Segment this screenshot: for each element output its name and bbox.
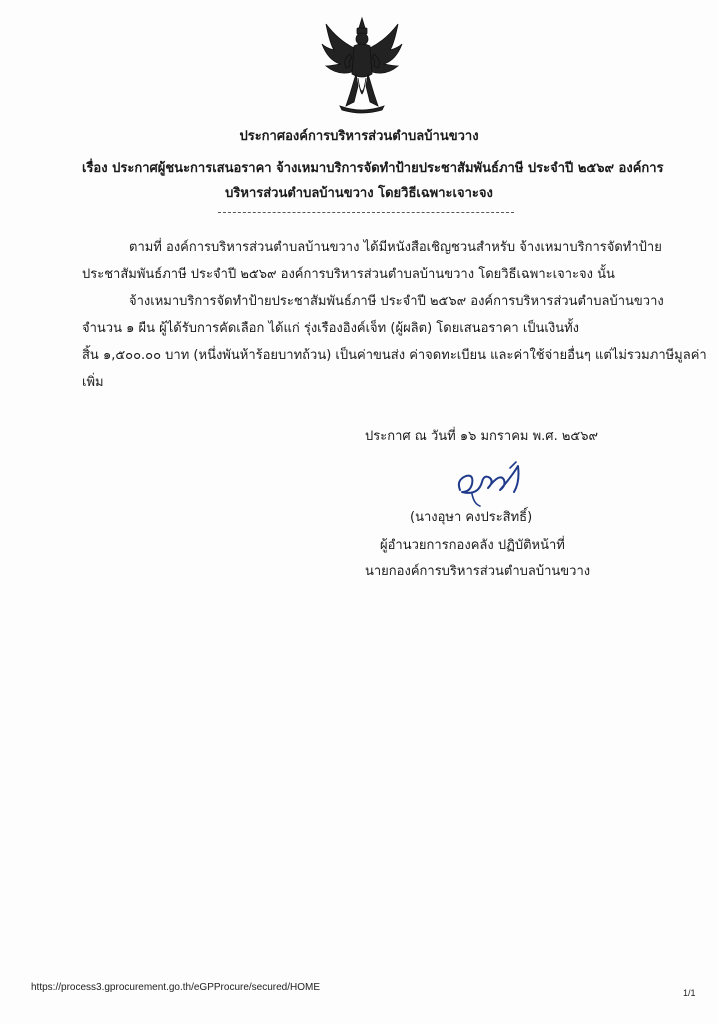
signatory-position-1: ผู้อำนวยการกองคลัง ปฏิบัติหน้าที่ bbox=[380, 538, 565, 553]
paragraph-1-line-2: ประชาสัมพันธ์ภาษี ประจำปี ๒๕๖๙ องค์การบริหารส่วนตำบลบ้านขวาง โดยวิธีเฉพาะเจาะจง นั้น bbox=[82, 267, 615, 282]
paragraph-2-line-4: เพิ่ม bbox=[82, 375, 104, 390]
header-divider bbox=[218, 212, 514, 213]
agency-title: ประกาศองค์การบริหารส่วนตำบลบ้านขวาง bbox=[239, 129, 479, 144]
paragraph-2-line-3: สิ้น ๑,๕๐๐.๐๐ บาท (หนึ่งพันห้าร้อยบาทถ้วน) เป็นค่าขนส่ง ค่าจดทะเบียน และค่าใช้จ่ายอื่นๆ แต่ไม่รวมภาษีมูลค่า bbox=[82, 348, 707, 363]
signatory-position-2: นายกองค์การบริหารส่วนตำบลบ้านขวาง bbox=[365, 564, 591, 579]
signatory-name: (นางอุษา คงประสิทธิ์) bbox=[410, 510, 533, 525]
subject-line-1: เรื่อง ประกาศผู้ชนะการเสนอราคา จ้างเหมาบริการจัดทำป้ายประชาสัมพันธ์ภาษี ประจำปี ๒๕๖๙ องค์การ bbox=[82, 161, 664, 176]
footer-url: https://process3.gprocurement.go.th/eGPProcure/secured/HOME bbox=[31, 982, 321, 993]
handwritten-signature-icon bbox=[448, 452, 548, 512]
paragraph-2-line-1: จ้างเหมาบริการจัดทำป้ายประชาสัมพันธ์ภาษี ประจำปี ๒๕๖๙ องค์การบริหารส่วนตำบลบ้านขวาง bbox=[129, 294, 664, 309]
announcement-date: ประกาศ ณ วันที่ ๑๖ มกราคม พ.ศ. ๒๕๖๙ bbox=[365, 429, 599, 444]
garuda-emblem-icon bbox=[320, 14, 404, 114]
paragraph-1-line-1: ตามที่ องค์การบริหารส่วนตำบลบ้านขวาง ได้มีหนังสือเชิญชวนสำหรับ จ้างเหมาบริการจัดทำป้าย bbox=[129, 240, 662, 255]
paragraph-2-line-2: จำนวน ๑ ผืน ผู้ได้รับการคัดเลือก ได้แก่ รุ่งเรืองอิงค์เจ็ท (ผู้ผลิต) โดยเสนอราคา เป็นเงินทั้ง bbox=[82, 321, 579, 336]
page-number: 1/1 bbox=[683, 988, 696, 998]
subject-line-2: บริหารส่วนตำบลบ้านขวาง โดยวิธีเฉพาะเจาะจง bbox=[225, 186, 493, 201]
